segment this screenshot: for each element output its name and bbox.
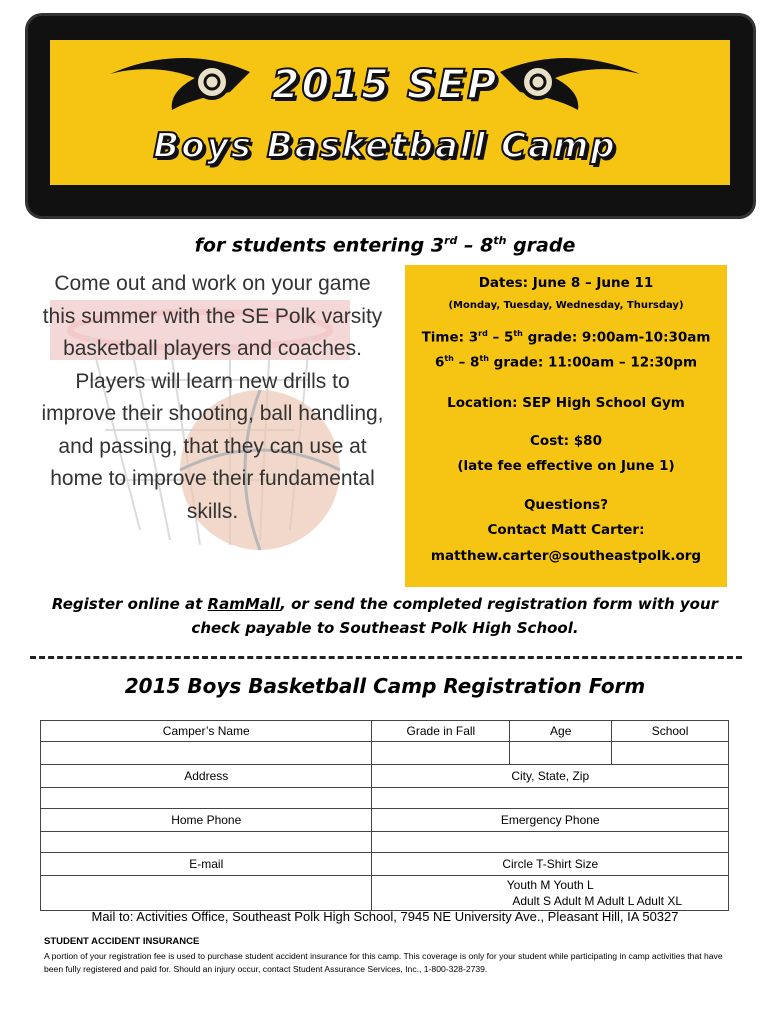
time-sup: rd: [478, 329, 488, 338]
time-sup: th: [444, 354, 454, 363]
address-field[interactable]: [41, 788, 372, 809]
time-text: grade: 11:00am – 12:30pm: [488, 354, 698, 371]
table-row: [41, 765, 729, 788]
time-sup: th: [479, 354, 489, 363]
subtitle-sup: th: [493, 234, 507, 247]
insurance-text: A portion of your registration fee is used to purchase student accident insurance for this camp. This coverage is only for your student while participating in camp activities that have been fully registered and paid for. Should an injury occur, contact Student Assurance Services, Inc., 1-800-328-2739.: [44, 951, 723, 974]
table-row: [41, 853, 729, 876]
register-text: Register online at: [51, 595, 208, 613]
address-label: Address: [41, 765, 372, 788]
page-subtitle: [0, 234, 770, 256]
time-text: – 5: [487, 329, 514, 346]
contact-text: Contact Matt Carter:: [487, 522, 645, 538]
table-row: [41, 742, 729, 765]
table-row: [41, 788, 729, 809]
insurance-heading: STUDENT ACCIDENT INSURANCE: [44, 936, 200, 947]
banner-title-year: 2015 SEP: [271, 62, 499, 108]
days-text: (Monday, Tuesday, Wednesday, Thursday): [448, 300, 684, 311]
grade-label: Grade in Fall: [372, 721, 510, 742]
time-text: Time: 3: [421, 329, 479, 346]
time-text: 6: [434, 354, 445, 371]
school-label: School: [612, 721, 729, 742]
table-row: [41, 809, 729, 832]
age-field[interactable]: [510, 742, 612, 765]
subtitle-sup: rd: [444, 234, 458, 247]
intro-paragraph: Come out and work on your game this summer with the SE Polk varsity basketball players and coaches. Players will learn new drills to improve their shooting, ball handling, and passing, that they can use at home to improve their fundamental skills.: [41, 272, 384, 523]
tshirt-size-options[interactable]: [372, 876, 729, 911]
home-phone-field[interactable]: [41, 832, 372, 853]
emergency-phone-field[interactable]: [372, 832, 729, 853]
city-state-zip-label: City, State, Zip: [372, 765, 729, 788]
subtitle-text: – 8: [457, 234, 494, 257]
register-text: , or send the completed registration form with your check payable to Southeast Polk High School.: [191, 595, 719, 637]
tshirt-size-label: Circle T-Shirt Size: [372, 853, 729, 876]
emergency-phone-label: Emergency Phone: [372, 809, 729, 832]
email-label: E-mail: [41, 853, 372, 876]
cost-text: Cost: $80: [530, 433, 602, 449]
grade-field[interactable]: [372, 742, 510, 765]
late-fee-text: (late fee effective on June 1): [457, 458, 675, 474]
camper-name-field[interactable]: [41, 742, 372, 765]
table-row: [41, 832, 729, 853]
dates-text: Dates: June 8 – June 11: [478, 275, 654, 291]
table-row: [41, 876, 729, 911]
cut-line-divider: [30, 656, 742, 659]
age-label: Age: [510, 721, 612, 742]
camper-name-label: Camper’s Name: [41, 721, 372, 742]
city-state-zip-field[interactable]: [372, 788, 729, 809]
school-field[interactable]: [612, 742, 729, 765]
camp-info-box: [405, 265, 727, 587]
tshirt-youth-sizes: Youth M Youth L: [506, 878, 594, 892]
register-instructions: [30, 592, 740, 640]
questions-text: Questions?: [523, 497, 609, 513]
time-text: grade: 9:00am-10:30am: [522, 329, 711, 346]
home-phone-label: Home Phone: [41, 809, 372, 832]
email-field[interactable]: [41, 876, 372, 911]
contact-email-link[interactable]: matthew.carter@southeastpolk.org: [430, 548, 702, 564]
registration-form-table: [40, 720, 729, 911]
form-title: 2015 Boys Basketball Camp Registration Form: [124, 674, 646, 698]
banner-title-camp: Boys Basketball Camp: [153, 126, 617, 166]
subtitle-text: grade: [506, 234, 576, 257]
mail-to-address: Mail to: Activities Office, Southeast Polk High School, 7945 NE University Ave., Pleasant Hill, IA 50327: [91, 909, 679, 924]
time-text: – 8: [453, 354, 480, 371]
time-line-2: [405, 354, 727, 371]
location-text: Location: SEP High School Gym: [447, 395, 685, 411]
table-row: [41, 721, 729, 742]
rammall-link[interactable]: RamMall: [207, 595, 281, 613]
time-line-1: [405, 329, 727, 346]
subtitle-text: for students entering 3: [194, 234, 445, 257]
time-sup: th: [513, 329, 523, 338]
tshirt-adult-sizes: Adult S Adult M Adult L Adult XL: [512, 894, 682, 908]
